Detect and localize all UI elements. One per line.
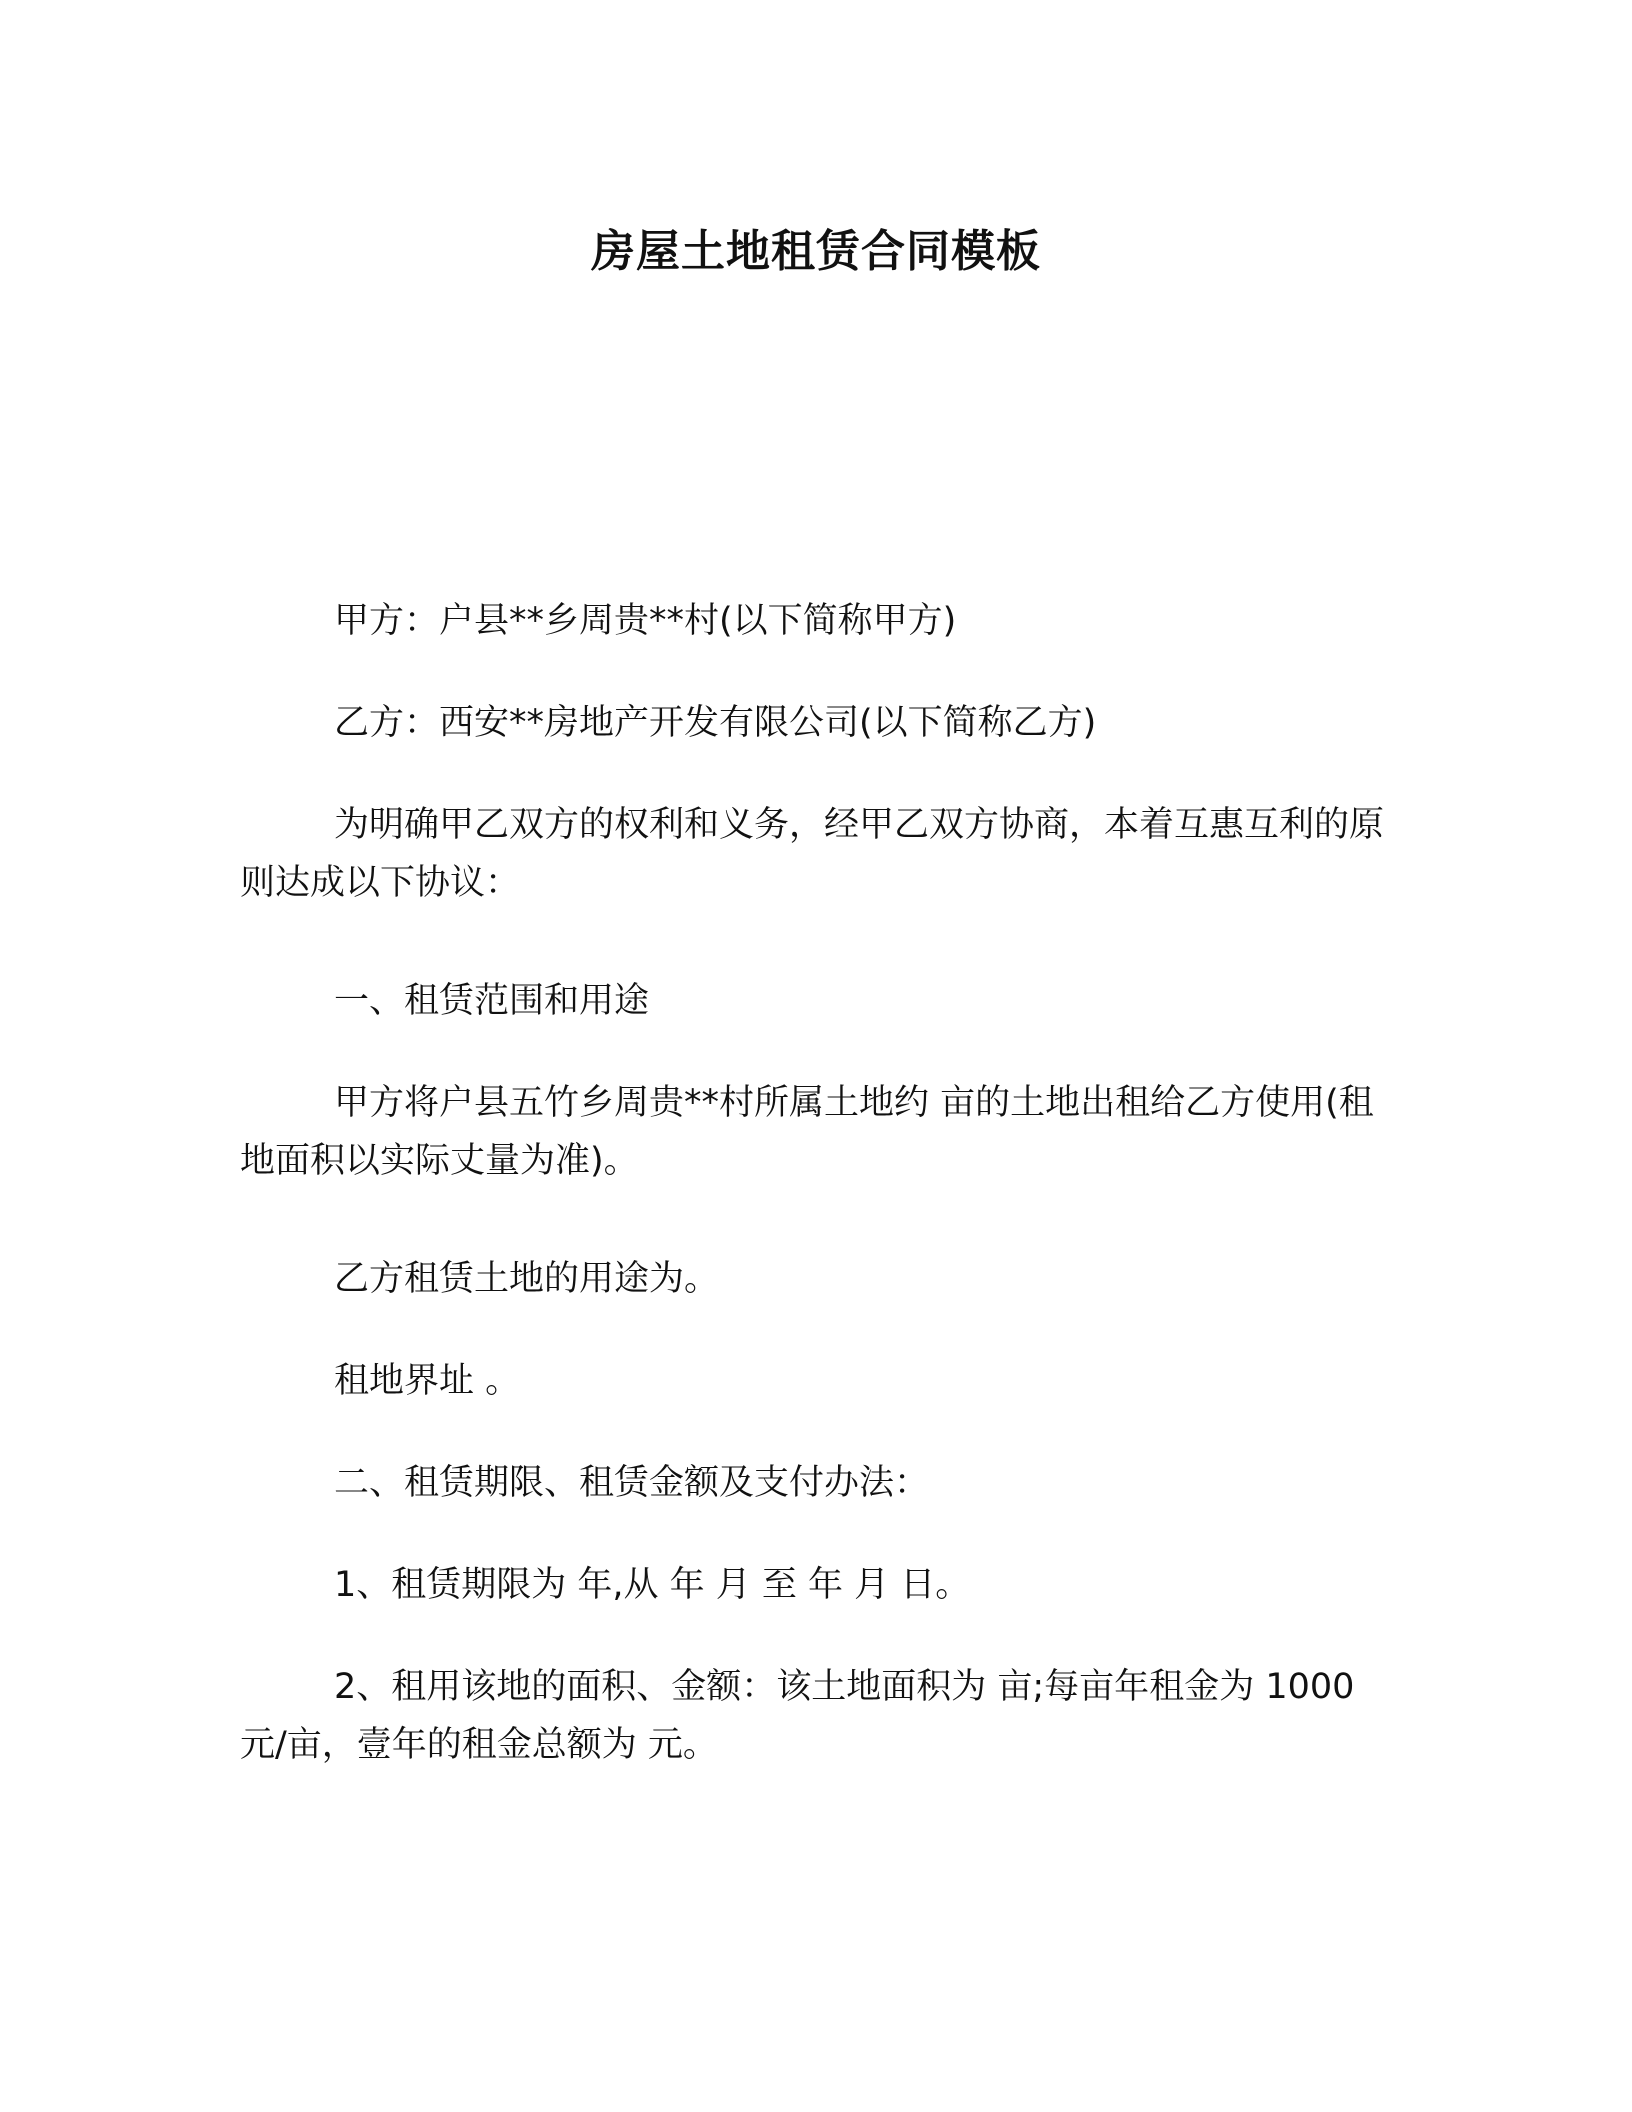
rent-amount-paragraph: 2、租用该地的面积、金额：该土地面积为 亩;每亩年租金为 1000 元/亩，壹年的租金总额为 元。	[240, 1667, 1355, 1765]
document-title: 房屋土地租赁合同模板	[591, 226, 1041, 277]
section-two-heading: 二、租赁期限、租赁金额及支付办法：	[334, 1463, 930, 1503]
lease-scope-paragraph: 甲方将户县五竹乡周贵**村所属土地约 亩的土地出租给乙方使用(租地面积以实际丈量为准)。	[240, 1083, 1374, 1181]
boundary-line: 租地界址 。	[334, 1361, 521, 1401]
section-one-heading: 一、租赁范围和用途	[334, 981, 650, 1021]
party-a-line: 甲方：户县**乡周贵**村(以下简称甲方)	[334, 601, 957, 641]
party-b-line: 乙方：西安**房地产开发有限公司(以下简称乙方)	[334, 703, 1097, 743]
preamble-paragraph: 为明确甲乙双方的权利和义务，经甲乙双方协商，本着互惠互利的原则达成以下协议：	[240, 805, 1385, 903]
land-use-line: 乙方租赁土地的用途为。	[334, 1259, 720, 1299]
term-line: 1、租赁期限为 年,从 年 月 至 年 月 日。	[334, 1565, 971, 1605]
